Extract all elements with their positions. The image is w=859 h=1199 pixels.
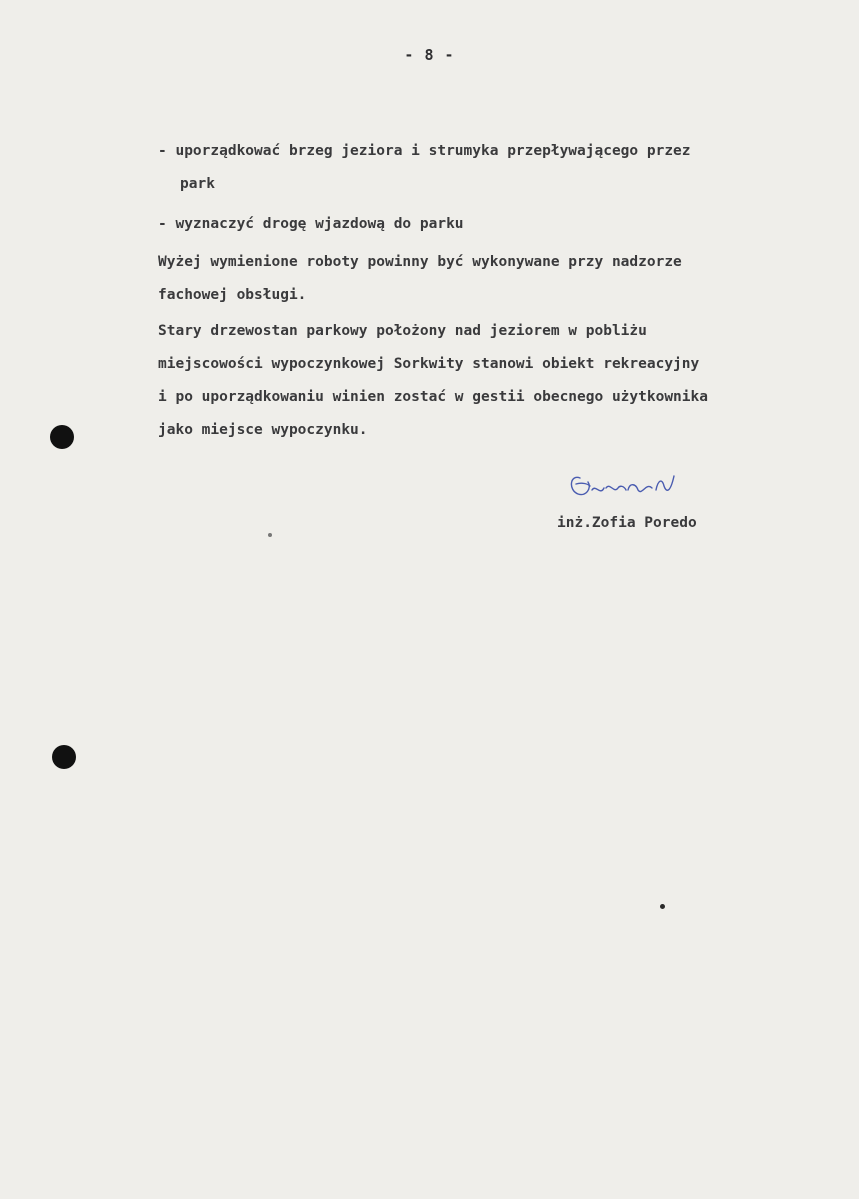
ink-speck (268, 533, 272, 537)
text-line: jako miejsce wypoczynku. (158, 422, 368, 438)
text-line: - uporządkować brzeg jeziora i strumyka przepływającego przez (158, 143, 691, 159)
text-line: park (180, 176, 215, 192)
text-line: miejscowości wypoczynkowej Sorkwity stanowi obiekt rekreacyjny (158, 356, 700, 372)
page-number: - 8 - (404, 46, 455, 64)
paragraph-park-description (158, 315, 708, 447)
paragraph-supervision (158, 246, 682, 312)
text-line: fachowej obsługi. (158, 287, 307, 303)
ink-speck (660, 904, 665, 909)
punch-hole (52, 745, 76, 769)
signer-name: inż.Zofia Poredo (557, 515, 697, 531)
bullet-item-lakeshore (158, 135, 691, 201)
handwritten-signature (566, 468, 684, 508)
text-line: i po uporządkowaniu winien zostać w gestii obecnego użytkownika (158, 389, 708, 405)
text-line: Wyżej wymienione roboty powinny być wykonywane przy nadzorze (158, 254, 682, 270)
punch-hole (50, 425, 74, 449)
text-line: Stary drzewostan parkowy położony nad jeziorem w pobliżu (158, 323, 647, 339)
text-line: - wyznaczyć drogę wjazdową do parku (158, 216, 464, 232)
bullet-item-access-road (158, 208, 464, 241)
